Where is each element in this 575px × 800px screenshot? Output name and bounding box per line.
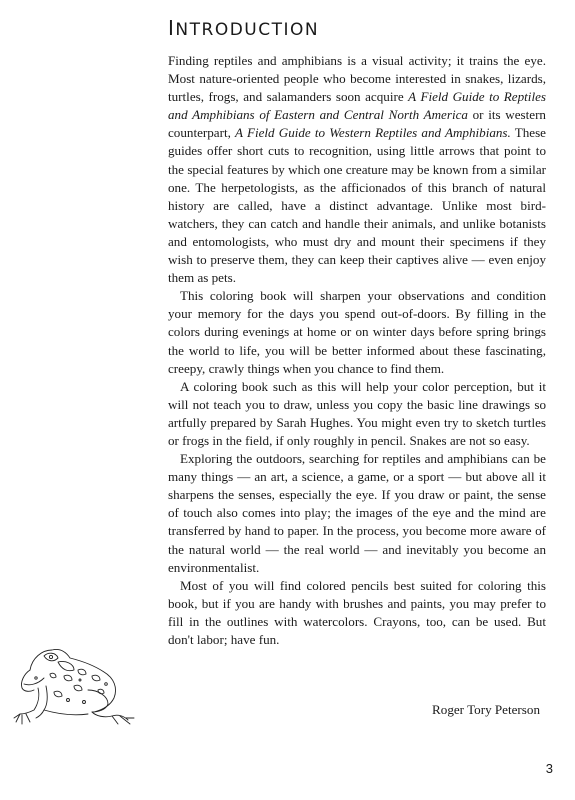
toad-line-drawing-icon xyxy=(8,630,138,730)
title-initial: I xyxy=(168,16,176,40)
paragraph-5: Most of you will find colored pencils best suited for coloring this book, but if you are handy with brushes and paints, you may prefer to fill in the outlines with watercolors. Crayons, too, can be used. But don't labor; have fun. xyxy=(168,577,546,647)
title-rest: NTRODUCTION xyxy=(175,20,320,40)
paragraph-1-part-b: or its western counterpart, xyxy=(168,107,546,141)
book-title-western-guide: A Field Guide to Western Reptiles and Amphibians. xyxy=(235,125,511,141)
book-title-eastern-guide: A Field Guide to Reptiles and Amphibians of Eastern and Central North America xyxy=(168,89,546,123)
paragraph-2: This coloring book will sharpen your observations and condition your memory for the days you spend out-of-doors. By filling in the colors during evenings at home or on winter days before spring brings the world to life, you will be better informed about these fascinating, creepy, crawly things when you chance to find them. xyxy=(168,288,546,376)
page-title xyxy=(168,16,319,40)
paragraph-1-part-a: Finding reptiles and amphibians is a visual activity; it trains the eye. Most nature-oriented people who become interested in snakes, lizards, turtles, frogs, and salamanders soon acquire xyxy=(168,53,546,105)
author-signature: Roger Tory Peterson xyxy=(432,702,540,717)
paragraph-4: Exploring the outdoors, searching for reptiles and amphibians can be many things — an art, a science, a game, or a sport — but above all it sharpens the senses, especially the eye. If you draw or paint, the sense of touch also comes into play; the images of the eye and the mind are transferred by hand to paper. In the process, you become more aware of the natural world — the real world — and inevitably you become an environmentalist. xyxy=(168,451,546,575)
paragraph-1-part-c: These guides offer short cuts to recognition, using little arrows that point to the special features by which one creature may be known from a similar one. The herpetologists, as the afficionados of this branch of natural history are called, have a distinct advantage. Unlike most bird-watchers, they can catch and handle their animals, and unlike botanists and entomologists, who must dry and mount their specimens if they wish to preserve them, they can keep their captives alive — even enjoy them as pets. xyxy=(168,125,546,286)
paragraph-1 xyxy=(168,52,546,287)
introduction-body xyxy=(168,52,546,649)
paragraph-3: A coloring book such as this will help your color perception, but it will not teach you to draw, unless you copy the basic line drawings so artfully prepared by Sarah Hughes. You might even try to sketch turtles or frogs in the field, if only roughly in pencil. Snakes are not so easy. xyxy=(168,378,546,448)
page-number: 3 xyxy=(545,761,553,776)
